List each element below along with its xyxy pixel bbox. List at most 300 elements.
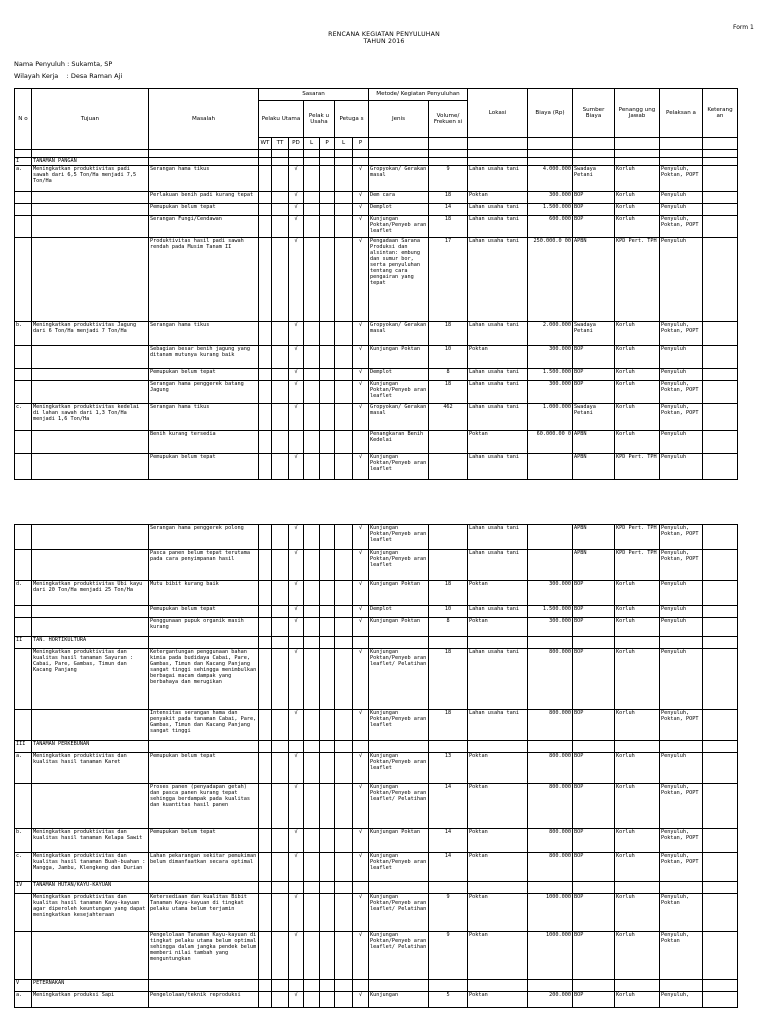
cell-jenis — [369, 882, 429, 894]
cell-sumber: BOP — [573, 369, 615, 381]
cell-l2 — [335, 853, 353, 882]
cell-p1 — [320, 606, 335, 618]
cell-pelaksana — [660, 637, 703, 649]
cell-l1 — [304, 853, 320, 882]
cell-l2 — [335, 192, 353, 204]
cell-biaya: 800.000 — [528, 829, 573, 853]
cell-pd-check: √ — [289, 753, 304, 784]
header-keterangan: Keterang an — [703, 89, 738, 138]
cell-keterangan — [703, 204, 738, 216]
cell-masalah: Pasca panen belum tepat terutama pada cara penyimpanan hasil — [149, 550, 259, 581]
cell-masalah: Serangan hama penggerek polong — [149, 525, 259, 550]
cell-pelaksana: Penyuluh — [660, 192, 703, 204]
cell-l2 — [335, 204, 353, 216]
cell-masalah: Serangan hama tikus — [149, 322, 259, 346]
cell-no: b. — [15, 322, 32, 346]
cell-tt — [272, 525, 289, 550]
cell-masalah: Sebagian besar benih jagung yang ditanam mutunya kurang baik — [149, 346, 259, 369]
cell-p1 — [320, 741, 335, 753]
cell-petugas-check: √ — [353, 618, 369, 637]
cell-petugas-check: √ — [353, 894, 369, 932]
cell-keterangan — [703, 882, 738, 894]
cell-tujuan: PETERNAKAN — [32, 980, 149, 992]
cell-no — [15, 216, 32, 238]
cell-p1 — [320, 150, 335, 158]
cell-no: IV — [15, 882, 32, 894]
cell-p1 — [320, 980, 335, 992]
cell-no — [15, 192, 32, 204]
cell-sumber: BOP — [573, 204, 615, 216]
cell-l2 — [335, 606, 353, 618]
cell-wt — [259, 992, 272, 1008]
cell-pd-check: √ — [289, 606, 304, 618]
cell-lokasi: Lahan usaha tani — [468, 216, 528, 238]
cell-petugas-check: √ — [353, 404, 369, 431]
cell-keterangan — [703, 753, 738, 784]
cell-l2 — [335, 216, 353, 238]
cell-pelaksana: Penyuluh — [660, 346, 703, 369]
cell-l1 — [304, 369, 320, 381]
cell-wt — [259, 637, 272, 649]
cell-l2 — [335, 550, 353, 581]
cell-lokasi: Poktan — [468, 618, 528, 637]
cell-sumber: Swadaya Petani — [573, 404, 615, 431]
cell-volume — [429, 454, 468, 480]
cell-pelaksana: Penyuluh, Poktan, POPT — [660, 322, 703, 346]
cell-l2 — [335, 753, 353, 784]
cell-biaya — [528, 454, 573, 480]
cell-p1 — [320, 369, 335, 381]
cell-masalah: Pemupukan belum tepat — [149, 606, 259, 618]
cell-volume: 14 — [429, 784, 468, 829]
cell-pd-check: √ — [289, 322, 304, 346]
cell-biaya: 2.000.000 — [528, 322, 573, 346]
cell-no: d. — [15, 581, 32, 606]
cell-no: II — [15, 637, 32, 649]
table-row — [15, 454, 738, 480]
cell-keterangan — [703, 649, 738, 710]
cell-l1 — [304, 741, 320, 753]
cell-masalah: Pengelolaan Tanaman Kayu-kayuan di tingkat pelaku utama belum optimal sehingga dalam jangka pendek belum memberi nilai tambah yang menguntungkan — [149, 932, 259, 980]
header-volume: Volume/ Frekuen si — [429, 101, 468, 138]
cell-l1 — [304, 166, 320, 192]
cell-p1 — [320, 829, 335, 853]
cell-tt — [272, 431, 289, 454]
cell-pelaksana: Penyuluh, Poktan, POPT — [660, 166, 703, 192]
cell-pelaksana: Penyuluh, Poktan, POPT — [660, 525, 703, 550]
cell-p1 — [320, 238, 335, 322]
cell-sumber: BOP — [573, 618, 615, 637]
cell-p1 — [320, 853, 335, 882]
cell-tujuan — [32, 216, 149, 238]
cell-no — [15, 618, 32, 637]
table-row — [15, 158, 738, 166]
cell-l2 — [335, 150, 353, 158]
table-row — [15, 166, 738, 192]
document-title: RENCANA KEGIATAN PENYULUHAN — [328, 31, 440, 38]
cell-biaya — [528, 637, 573, 649]
cell-biaya — [528, 150, 573, 158]
cell-tt — [272, 216, 289, 238]
cell-sumber: BOP — [573, 649, 615, 710]
cell-penanggung-jawab — [615, 158, 660, 166]
cell-tujuan: Meningkatkan produktivitas dan kualitas hasil tanaman Kayu-kayuan agar diperoleh keuntungan yang dapat meningkatkan kesejahteraan — [32, 894, 149, 932]
cell-l1 — [304, 204, 320, 216]
cell-tujuan: Meningkatkan produksi Sapi — [32, 992, 149, 1008]
cell-petugas-check — [353, 637, 369, 649]
cell-tujuan — [32, 606, 149, 618]
cell-l1 — [304, 581, 320, 606]
cell-volume: 18 — [429, 322, 468, 346]
cell-keterangan — [703, 606, 738, 618]
cell-sumber: BOP — [573, 829, 615, 853]
table-row — [15, 980, 738, 992]
cell-penanggung-jawab: Korluh — [615, 192, 660, 204]
cell-p1 — [320, 216, 335, 238]
cell-penanggung-jawab: Korluh — [615, 216, 660, 238]
wilayah-kerja: Wilayah Kerja : Desa Raman Aji — [14, 72, 123, 80]
cell-lokasi — [468, 637, 528, 649]
cell-sumber: APBN — [573, 238, 615, 322]
cell-volume: 9 — [429, 166, 468, 192]
cell-l2 — [335, 369, 353, 381]
cell-biaya: 1.500.000 — [528, 369, 573, 381]
cell-no: a. — [15, 992, 32, 1008]
cell-no: c. — [15, 404, 32, 431]
cell-no: a. — [15, 753, 32, 784]
cell-volume: 5 — [429, 992, 468, 1008]
cell-wt — [259, 192, 272, 204]
cell-petugas-check: √ — [353, 369, 369, 381]
cell-masalah: Ketergantungan penggunaan bahan kimia pada budidaya Cabai, Pare, Gambas, Timun dan Kacang Panjang sangat tinggi sehingga menimbulkan berbagai macam dampak yang berbahaya dan merugikan — [149, 649, 259, 710]
cell-tt — [272, 192, 289, 204]
cell-volume: 9 — [429, 894, 468, 932]
cell-wt — [259, 216, 272, 238]
cell-keterangan — [703, 741, 738, 753]
header-sub-p1: P — [320, 138, 335, 150]
cell-tt — [272, 637, 289, 649]
cell-keterangan — [703, 454, 738, 480]
cell-pelaksana: Penyuluh — [660, 649, 703, 710]
cell-pd-check — [289, 637, 304, 649]
table-row — [15, 431, 738, 454]
cell-keterangan — [703, 369, 738, 381]
cell-penanggung-jawab: Korluh — [615, 581, 660, 606]
cell-pd-check — [289, 150, 304, 158]
cell-tt — [272, 618, 289, 637]
cell-no — [15, 454, 32, 480]
cell-lokasi — [468, 741, 528, 753]
header-pelaku-usaha: Pelak u Usaha — [304, 101, 335, 138]
cell-masalah: Intensitas serangan hama dan penyakit pada tanaman Cabai, Pare, Gambas, Timun dan Kacang Panjang sangat tinggi — [149, 710, 259, 741]
cell-wt — [259, 853, 272, 882]
cell-petugas-check — [353, 882, 369, 894]
cell-sumber — [573, 741, 615, 753]
cell-lokasi: Poktan — [468, 581, 528, 606]
cell-masalah: Pemupukan belum tepat — [149, 753, 259, 784]
cell-sumber: APBN — [573, 431, 615, 454]
cell-biaya: 800.000 — [528, 853, 573, 882]
cell-volume: 8 — [429, 369, 468, 381]
cell-wt — [259, 431, 272, 454]
cell-biaya: 800.000 — [528, 753, 573, 784]
cell-wt — [259, 753, 272, 784]
cell-no — [15, 204, 32, 216]
cell-l1 — [304, 158, 320, 166]
cell-pelaksana: Penyuluh — [660, 204, 703, 216]
cell-volume: 13 — [429, 753, 468, 784]
cell-masalah: Pemupukan belum tepat — [149, 454, 259, 480]
cell-tujuan — [32, 932, 149, 980]
cell-wt — [259, 150, 272, 158]
cell-pd-check: √ — [289, 192, 304, 204]
cell-no — [15, 649, 32, 710]
cell-no — [15, 606, 32, 618]
cell-p1 — [320, 784, 335, 829]
cell-wt — [259, 894, 272, 932]
cell-tt — [272, 346, 289, 369]
cell-penanggung-jawab: Korluh — [615, 753, 660, 784]
cell-petugas-check — [353, 150, 369, 158]
cell-pelaksana: Penyuluh, Poktan — [660, 894, 703, 932]
cell-biaya: 800.000 — [528, 784, 573, 829]
cell-tt — [272, 166, 289, 192]
cell-jenis: Kunjungan — [369, 992, 429, 1008]
table-row — [15, 637, 738, 649]
cell-wt — [259, 525, 272, 550]
cell-wt — [259, 649, 272, 710]
cell-lokasi: Lahan usaha tani — [468, 322, 528, 346]
cell-pd-check: √ — [289, 369, 304, 381]
cell-pelaksana: Penyuluh, Poktan, POPT — [660, 853, 703, 882]
cell-masalah — [149, 150, 259, 158]
cell-l1 — [304, 882, 320, 894]
cell-no: I — [15, 158, 32, 166]
cell-biaya: 250.000.0 00 — [528, 238, 573, 322]
cell-l2 — [335, 525, 353, 550]
cell-l1 — [304, 525, 320, 550]
cell-pelaksana: Penyuluh — [660, 581, 703, 606]
cell-l2 — [335, 581, 353, 606]
cell-masalah: Produktivitas hasil padi sawah rendah pada Musim Tanam II — [149, 238, 259, 322]
cell-pelaksana: Penyuluh — [660, 618, 703, 637]
header-sumber: Sumber Biaya — [573, 89, 615, 138]
cell-masalah: Benih kurang tersedia — [149, 431, 259, 454]
cell-jenis: Kunjungan Poktan/Penyeb aran leaflet — [369, 381, 429, 404]
cell-biaya: 800.000 — [528, 649, 573, 710]
cell-keterangan — [703, 346, 738, 369]
cell-wt — [259, 784, 272, 829]
cell-lokasi — [468, 980, 528, 992]
cell-l2 — [335, 322, 353, 346]
cell-petugas-check: √ — [353, 829, 369, 853]
cell-biaya — [528, 882, 573, 894]
cell-no — [15, 784, 32, 829]
cell-biaya — [528, 550, 573, 581]
cell-tt — [272, 980, 289, 992]
cell-pd-check: √ — [289, 454, 304, 480]
cell-pelaksana — [660, 882, 703, 894]
cell-l1 — [304, 784, 320, 829]
cell-lokasi: Poktan — [468, 753, 528, 784]
cell-l2 — [335, 894, 353, 932]
header-sub-l1: L — [304, 138, 320, 150]
table-row — [15, 853, 738, 882]
cell-p1 — [320, 525, 335, 550]
cell-volume: 10 — [429, 606, 468, 618]
cell-pelaksana: Penyuluh — [660, 431, 703, 454]
cell-pd-check — [289, 741, 304, 753]
cell-penanggung-jawab: Korluh — [615, 381, 660, 404]
cell-sumber: BOP — [573, 346, 615, 369]
cell-tt — [272, 369, 289, 381]
cell-tujuan — [32, 346, 149, 369]
cell-masalah: Serangan Fungi/Cendawan — [149, 216, 259, 238]
cell-petugas-check: √ — [353, 238, 369, 322]
cell-pelaksana: Penyuluh, Poktan — [660, 932, 703, 980]
cell-lokasi: Lahan usaha tani — [468, 525, 528, 550]
cell-jenis: Kunjungan Poktan/Penyeb aran leaflet/ Pelatihan — [369, 649, 429, 710]
cell-jenis — [369, 150, 429, 158]
cell-l1 — [304, 894, 320, 932]
cell-p1 — [320, 637, 335, 649]
cell-sumber — [573, 882, 615, 894]
cell-keterangan — [703, 829, 738, 853]
cell-tujuan: Meningkatkan produktivitas dan kualitas hasil tanaman Kelapa Sawit — [32, 829, 149, 853]
cell-l2 — [335, 741, 353, 753]
cell-sumber: BOP — [573, 581, 615, 606]
cell-pd-check — [289, 882, 304, 894]
cell-petugas-check: √ — [353, 853, 369, 882]
cell-tujuan: Meningkatkan produktivitas Ubi kayu dari 20 Ton/Ha menjadi 25 Ton/Ha — [32, 581, 149, 606]
cell-no — [15, 431, 32, 454]
table-row — [15, 882, 738, 894]
cell-biaya: 800.000 — [528, 710, 573, 741]
cell-volume — [429, 741, 468, 753]
table-row — [15, 581, 738, 606]
cell-tujuan: TANAMAN HUTAN/KAYU-KAYUAN — [32, 882, 149, 894]
cell-jenis: Gropyokan/ Gerakan masal — [369, 322, 429, 346]
cell-l2 — [335, 637, 353, 649]
cell-petugas-check: √ — [353, 454, 369, 480]
cell-wt — [259, 932, 272, 980]
cell-lokasi: Poktan — [468, 431, 528, 454]
cell-sumber: APBN — [573, 454, 615, 480]
cell-tujuan: Meningkatkan produktivitas dan kualitas hasil tanaman Sayuran : Cabai, Pare, Gambas, Timun dan Kacang Panjang — [32, 649, 149, 710]
table-row — [15, 322, 738, 346]
cell-lokasi: Poktan — [468, 192, 528, 204]
cell-keterangan — [703, 166, 738, 192]
cell-pd-check: √ — [289, 550, 304, 581]
cell-tt — [272, 150, 289, 158]
cell-lokasi: Poktan — [468, 829, 528, 853]
cell-l1 — [304, 216, 320, 238]
table-row — [15, 192, 738, 204]
cell-masalah: Pemupukan belum tepat — [149, 204, 259, 216]
table-row — [15, 741, 738, 753]
cell-p1 — [320, 322, 335, 346]
cell-tt — [272, 381, 289, 404]
cell-keterangan — [703, 404, 738, 431]
cell-volume: 17 — [429, 238, 468, 322]
cell-pelaksana — [660, 158, 703, 166]
cell-tt — [272, 829, 289, 853]
cell-keterangan — [703, 894, 738, 932]
cell-sumber: BOP — [573, 753, 615, 784]
cell-volume — [429, 637, 468, 649]
cell-penanggung-jawab: KPD Pert. TPH — [615, 525, 660, 550]
cell-penanggung-jawab: Korluh — [615, 346, 660, 369]
cell-pelaksana: Penyuluh, — [660, 992, 703, 1008]
cell-wt — [259, 346, 272, 369]
cell-pd-check: √ — [289, 346, 304, 369]
cell-pd-check: √ — [289, 649, 304, 710]
cell-jenis: Kunjungan Poktan/Penyeb aran leaflet — [369, 216, 429, 238]
table-row — [15, 618, 738, 637]
cell-petugas-check: √ — [353, 204, 369, 216]
cell-pelaksana: Penyuluh, Poktan, POPT — [660, 710, 703, 741]
cell-keterangan — [703, 618, 738, 637]
cell-tujuan — [32, 710, 149, 741]
cell-biaya — [528, 741, 573, 753]
cell-penanggung-jawab: Korluh — [615, 829, 660, 853]
cell-no: a. — [15, 166, 32, 192]
cell-tt — [272, 204, 289, 216]
cell-pd-check: √ — [289, 618, 304, 637]
cell-volume: 18 — [429, 649, 468, 710]
cell-pd-check: √ — [289, 525, 304, 550]
cell-wt — [259, 204, 272, 216]
cell-tt — [272, 606, 289, 618]
cell-tujuan: TANAMAN PANGAN — [32, 158, 149, 166]
header-penanggung-jawab: Penangg ung Jawab — [615, 89, 660, 138]
cell-sumber — [573, 158, 615, 166]
table-row — [15, 369, 738, 381]
cell-p1 — [320, 550, 335, 581]
cell-petugas-check: √ — [353, 581, 369, 606]
cell-l1 — [304, 431, 320, 454]
cell-biaya — [528, 525, 573, 550]
cell-wt — [259, 381, 272, 404]
cell-masalah: Serangan hama tikus — [149, 166, 259, 192]
cell-keterangan — [703, 784, 738, 829]
cell-sumber: BOP — [573, 992, 615, 1008]
cell-petugas-check: √ — [353, 932, 369, 980]
cell-pd-check — [289, 980, 304, 992]
cell-sumber: APBN — [573, 550, 615, 581]
cell-petugas-check — [353, 980, 369, 992]
cell-biaya: 300.000 — [528, 192, 573, 204]
table-row — [15, 204, 738, 216]
cell-masalah — [149, 980, 259, 992]
cell-volume: 18 — [429, 216, 468, 238]
cell-petugas-check — [353, 158, 369, 166]
cell-jenis: Dem cara — [369, 192, 429, 204]
cell-volume: 8 — [429, 618, 468, 637]
cell-pd-check: √ — [289, 404, 304, 431]
cell-pelaksana: Penyuluh — [660, 454, 703, 480]
cell-pelaksana: Penyuluh, Poktan, POPT — [660, 829, 703, 853]
cell-pelaksana: Penyuluh, Poktan, POPT — [660, 784, 703, 829]
cell-pd-check — [289, 158, 304, 166]
cell-wt — [259, 550, 272, 581]
cell-volume — [429, 550, 468, 581]
cell-petugas-check: √ — [353, 753, 369, 784]
header-metode: Metode/ Kegiatan Penyuluhan — [369, 89, 468, 101]
cell-tt — [272, 882, 289, 894]
cell-jenis: Kunjungan Poktan/Penyeb aran leaflet — [369, 525, 429, 550]
cell-p1 — [320, 346, 335, 369]
